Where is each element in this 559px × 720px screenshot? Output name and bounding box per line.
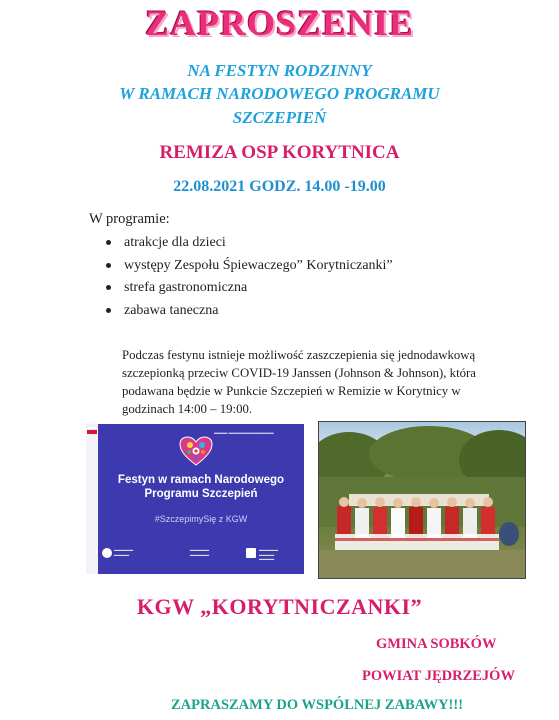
partner-logo-icon: ▬▬▬▬▬ ▬▬▬▬ (114, 548, 133, 557)
folk-heart-icon (179, 436, 213, 466)
banner-title-line-2: Programu Szczepień (144, 488, 258, 500)
banner-hashtag: #SzczepimySię z KGW (154, 514, 248, 524)
program-list (106, 232, 393, 322)
partner-logo-icon: ▬▬▬▬▬ ▬▬▬▬ ▬▬▬▬ (259, 548, 278, 561)
subtitle-line-3: SZCZEPIEŃ (232, 108, 327, 127)
venue-heading: REMIZA OSP KORYTNICA (159, 142, 400, 163)
page-title: ZAPROSZENIE (144, 3, 415, 43)
festival-banner (86, 424, 304, 574)
organizer-name: KGW „KORYTNICZANKI” (136, 594, 423, 619)
group-photo (318, 421, 526, 579)
program-heading: W programie: (89, 211, 170, 227)
list-item: występy Zespołu Śpiewaczego” Korytniczanki” (106, 255, 393, 278)
list-item: strefa gastronomiczna (106, 277, 393, 300)
partner-logo-icon: ▬▬▬▬▬ ▬▬▬▬▬ (190, 548, 209, 557)
event-date-time: 22.08.2021 GODZ. 14.00 -19.00 (173, 178, 386, 195)
vaccination-info-paragraph: Podczas festynu istnieje możliwość zaszczepienia się jednodawkową szczepionką przeciw COVID-19 Janssen (Johnson & Johnson), która podawana będzie w Punkcie Szczepień w Remizie w Korytnicy w godzinach 14:00 – 19:00. (122, 348, 476, 416)
subtitle-line-1: NA FESTYN RODZINNY (187, 61, 372, 80)
banner-left-strip (86, 424, 98, 574)
subtitle-line-2: W RAMACH NARODOWEGO PROGRAMU (119, 84, 440, 103)
government-logo-icon (86, 426, 98, 435)
banner-top-text-icon: ▬▬▬ ▬▬▬▬▬▬▬▬▬▬ (214, 430, 274, 435)
list-item: atrakcje dla dzieci (106, 232, 393, 255)
gmina-name: GMINA SOBKÓW (376, 636, 497, 652)
partner-logo-icon (246, 548, 256, 558)
banner-title-line-1: Festyn w ramach Narodowego (117, 474, 285, 486)
partner-logo-icon (102, 548, 112, 558)
powiat-name: POWIAT JĘDRZEJÓW (362, 668, 515, 684)
list-item: zabawa taneczna (106, 300, 393, 323)
closing-invitation: ZAPRASZAMY DO WSPÓLNEJ ZABAWY!!! (171, 697, 464, 713)
